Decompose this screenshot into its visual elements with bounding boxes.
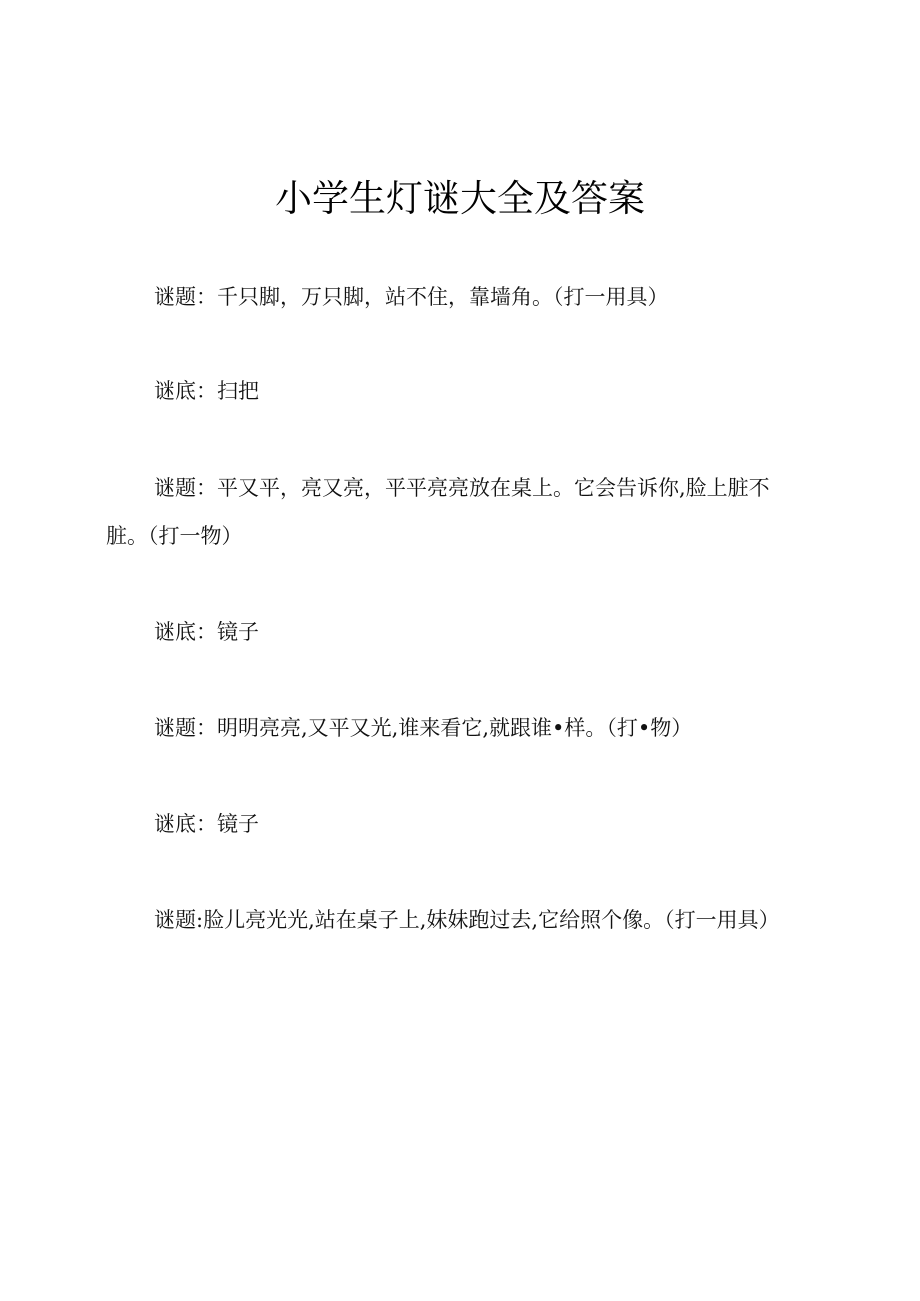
riddle-answer-2: 谜底：镜子 [154,620,259,644]
riddle-answer-1: 谜底：扫把 [154,379,259,403]
page-title: 小学生灯谜大全及答案 [275,177,645,220]
riddle-answer-3: 谜底：镜子 [154,812,259,836]
riddle-question-4: 谜题:脸儿亮光光,站在桌子上,妹妹跑过去,它给照个像。（打一用具） [154,908,780,932]
riddle-question-1: 谜题：千只脚，万只脚，站不住，靠墙角。（打一用具） [154,285,669,309]
riddle-question-2: 谜题：平又平，亮又亮，平平亮亮放在桌上。它会告诉你,脸上脏不脏。（打一物） [106,476,770,548]
riddle-question-3: 谜题：明明亮亮,又平又光,谁来看它,就跟谁•样。（打•物） [154,716,693,740]
